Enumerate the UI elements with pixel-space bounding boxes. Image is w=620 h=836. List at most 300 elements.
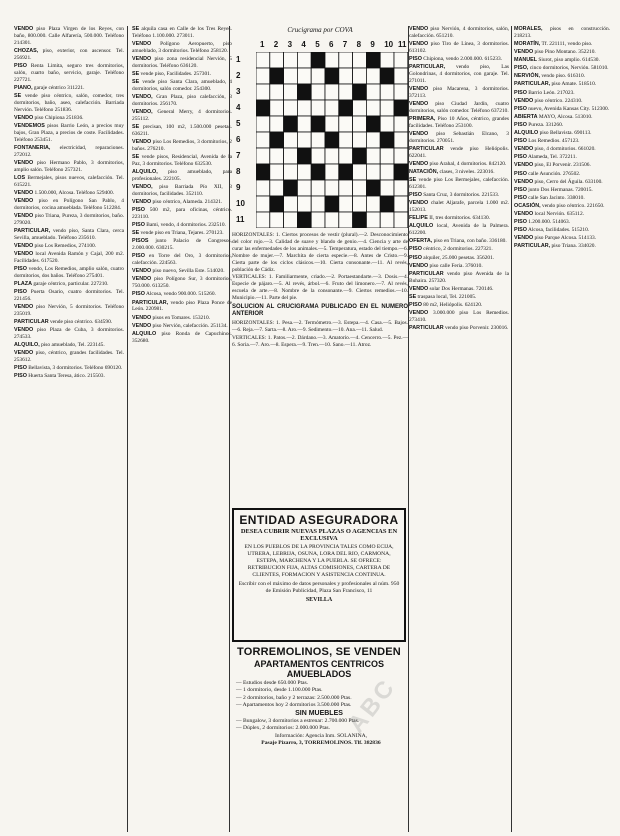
classified-ad-lead: VENDO — [14, 159, 34, 166]
classified-ad-text: electricidad, reparaciones. 272012. — [14, 144, 124, 158]
crossword-cell — [311, 180, 325, 196]
classified-ad — [14, 319, 124, 326]
classified-ad-lead: VENDO — [14, 114, 34, 121]
crossword-cell — [284, 52, 298, 68]
classified-ad — [14, 281, 124, 288]
classified-ad-lead: VENDO — [514, 235, 534, 242]
classified-ad — [14, 175, 124, 189]
classified-ad-lead: VENDO — [14, 327, 34, 334]
classified-ad-text: 500 m2, para oficinas, céntrico. 223110. — [132, 207, 232, 221]
classified-ad-text: Bami, vendo, 4 dormitorios. 232510. — [144, 222, 226, 229]
classified-ad-lead: VENDO — [132, 314, 152, 321]
classified-ad-lead: VENDO, — [132, 94, 153, 101]
classified-ad — [514, 130, 610, 137]
classified-ad — [132, 253, 232, 267]
classified-ad-lead: VENDO — [132, 139, 152, 146]
classified-ad-text: Barrio León. 217023. — [526, 89, 575, 96]
classified-ad-lead: LOS — [14, 174, 26, 181]
crossword-cell — [284, 148, 298, 164]
classified-ad-lead: VENDO — [514, 146, 534, 153]
classified-ad — [132, 276, 232, 290]
crossword-cell — [297, 100, 311, 116]
price-line: — 2 dormitorios, baño y 2 terrazas: 2.500.000 Ptas. — [236, 694, 352, 701]
classified-ad-text: piso, 4 dormitorios. 661020. — [533, 146, 596, 153]
crossword-cell — [339, 52, 353, 68]
crossword-column-number: 5 — [315, 40, 320, 49]
crossword-cell — [325, 148, 339, 164]
classified-ad — [14, 289, 124, 303]
classified-ad — [132, 71, 232, 78]
classified-ad — [409, 56, 509, 63]
crossword-cell — [380, 148, 394, 164]
crossword-cell — [394, 196, 408, 212]
classified-ad-text: piso Tiro de Línea, 3 dormitorios. 613102. — [409, 41, 509, 54]
classified-ad — [14, 123, 124, 144]
crossword-row-numbers — [236, 52, 256, 228]
ad-city: SEVILLA — [305, 597, 333, 603]
classified-ad-lead: PISO — [514, 194, 527, 201]
classified-ad — [14, 266, 124, 280]
ad-torre-title: TORREMOLINOS, SE VENDEN — [237, 646, 401, 658]
classified-ad-text: Alcosa, vendo 900.000. 515260. — [144, 291, 216, 298]
crossword-cell — [366, 100, 380, 116]
crossword-cell — [353, 180, 367, 196]
crossword-black-cell — [311, 164, 325, 180]
crossword-cell — [284, 164, 298, 180]
ad-torre-subtitle: APARTAMENTOS CENTRICOS AMUEBLADOS — [253, 659, 384, 679]
crossword-cell — [256, 196, 270, 212]
classified-ad — [409, 26, 509, 40]
crossword-cell — [284, 84, 298, 100]
classified-ad — [409, 286, 509, 293]
classified-ad-text: piso zona residencial Nervión, 5 dormitorios. Teléfono 636120. — [132, 56, 232, 69]
classified-ad-lead: VENDO — [409, 285, 429, 292]
classified-ad-text: piso, Cerro del Águila. 633100. — [533, 178, 603, 185]
classified-ad-text: solar Dos Hermanas. 720146. — [428, 285, 494, 292]
crossword-clues — [232, 232, 408, 350]
classified-ad-text: 3.000.000 piso Los Remedios. 273410. — [409, 310, 509, 323]
classified-ad-text: garaje céntrico, particular. 227210. — [31, 281, 109, 287]
crossword-cell — [325, 180, 339, 196]
price-line: — Bungalow, 3 dormitorios a estrenar: 2.700.000 Ptas. — [236, 718, 360, 725]
crossword-cell — [394, 180, 408, 196]
crossword-cell — [256, 212, 270, 228]
classified-ad — [514, 154, 610, 161]
classified-ad — [514, 243, 610, 250]
crossword-black-cell — [325, 196, 339, 212]
crossword-cell — [256, 180, 270, 196]
classified-ad-lead: ALQUILO — [132, 330, 157, 337]
classified-ad-lead: PISO — [514, 154, 527, 161]
crossword-cell — [284, 100, 298, 116]
classified-ad-lead: VENDO — [132, 41, 152, 47]
classified-ad — [409, 223, 509, 237]
classified-ad-lead: PISO — [14, 289, 27, 296]
classified-ad-text: garaje céntrico 311221. — [32, 84, 85, 91]
classified-ad-text: local Nervión. 635112. — [533, 210, 585, 217]
classified-ad-text: Los Remedios. 457123. — [526, 138, 580, 145]
classified-ad-text: Bermejales, pisos nuevos, calefacción. Tel. 615221. — [14, 174, 124, 188]
crossword-black-cell — [380, 132, 394, 148]
classified-ad-text: piso Los Remedios, 3 dormitorios, 2 baños. 276210. — [132, 139, 232, 152]
classified-ad-lead: PARTICULAR, — [14, 227, 51, 234]
classified-ad — [514, 235, 610, 242]
crossword-grid — [256, 52, 408, 228]
crossword-column-number: 8 — [356, 40, 362, 49]
classified-ad-text: Huerta Santa Teresa, ático. 215503. — [26, 373, 105, 380]
crossword-cell — [394, 116, 408, 132]
crossword-cell — [270, 148, 284, 164]
classified-ad-text: chalet Aljarafe, parcela 1.000 m2. 152013. — [409, 200, 509, 214]
classified-ad — [14, 198, 124, 212]
crossword-black-cell — [394, 164, 408, 180]
classified-ad-lead: ABIERTA — [514, 113, 538, 120]
crossword-cell — [311, 68, 325, 84]
classified-ad-lead: VENDO — [14, 189, 34, 196]
crossword-cell — [380, 116, 394, 132]
classified-ad — [514, 171, 610, 178]
classified-ad-lead: PISOS — [132, 238, 149, 245]
crossword-row-number: 10 — [236, 199, 245, 208]
crossword-cell — [394, 52, 408, 68]
classified-ad-text: precisan, 100 m2, 1.500.000 pesetas. 636211. — [132, 124, 232, 137]
classified-ad — [514, 26, 610, 40]
classified-ad-text: Santa Cruz, 3 dormitorios. 221533. — [421, 192, 500, 199]
classified-ad-lead: PARTICULAR — [409, 146, 444, 152]
classified-ad — [409, 294, 509, 301]
classified-ad-text: piso Nervión, 5 dormitorios. Teléfono 235019. — [14, 304, 124, 317]
classified-ad — [132, 300, 232, 314]
crossword-cell — [297, 116, 311, 132]
crossword-black-cell — [270, 68, 284, 84]
crossword-cell — [353, 196, 367, 212]
classified-ad-text: piso Ronda de Capuchinos. 352680. — [132, 330, 232, 344]
classified-ad-lead: SE — [132, 79, 140, 86]
classified-ad-lead: ALQUILO, — [132, 169, 158, 176]
price-line: — Estudios desde 650.000 Ptas. — [236, 680, 309, 686]
classified-ad-text: piso Arahal, 4 dormitorios. 842120. — [428, 161, 507, 167]
crossword-cell — [366, 148, 380, 164]
classified-ad-lead: PISO — [14, 266, 27, 272]
classified-ad-lead: PARTICULAR, — [409, 64, 446, 71]
crossword-black-cell — [284, 116, 298, 132]
crossword-row-number: 4 — [236, 103, 241, 112]
classified-ad-text: Pureza. 331260. — [526, 121, 564, 128]
crossword-black-cell — [366, 52, 380, 68]
classified-ad-lead: VENDO — [409, 200, 429, 207]
classified-ad-lead: VENDO — [409, 161, 429, 167]
classified-ad — [14, 243, 124, 250]
classified-ad — [409, 101, 509, 115]
classified-ad — [514, 146, 610, 153]
crossword-black-cell — [353, 148, 367, 164]
solution-title: SOLUCION AL CRUCIGRAMA PUBLICADO EN EL NUMERO ANTERIOR — [232, 304, 408, 317]
crossword-cell — [325, 164, 339, 180]
classified-ad — [14, 26, 124, 47]
ad-torre-info: Información: Agencia Inm. SOLANINA, — [274, 732, 368, 739]
classified-ad — [409, 116, 509, 130]
crossword-cell — [353, 100, 367, 116]
classified-ad-lead: SE — [409, 293, 417, 300]
classified-ad-lead: SE — [132, 154, 140, 161]
ad-contact: Escribir con el máximo de datos personales y profesionales al núm. 950 de Emisión Publicidad, Plaza San Francisco, 11 — [238, 581, 400, 594]
classifieds-column-2 — [132, 26, 232, 592]
classified-ad — [409, 41, 509, 55]
classified-ad — [514, 106, 610, 113]
classified-ad — [514, 73, 610, 80]
classified-ad-lead: VENDO — [14, 212, 34, 219]
classified-ad-lead: VENDO — [514, 162, 534, 169]
classified-ad-lead: MORATÍN, — [514, 41, 541, 47]
crossword-cell — [325, 212, 339, 228]
crossword-row-number: 5 — [236, 119, 241, 128]
classified-ad-text: piso amueblado, Tel. 223145. — [39, 342, 105, 349]
classified-ad — [514, 114, 610, 121]
classified-ad — [514, 227, 610, 234]
classified-ad-lead: VENDO — [514, 210, 534, 217]
classified-ad-text: piso en Polígono San Pablo, 4 dormitorios, cocina amueblada. Teléfono 512284. — [14, 197, 124, 211]
classified-ad-text: piso en Triana, con baño. 336180. — [432, 238, 507, 245]
crossword-column-number: 10 — [384, 40, 394, 49]
crossword — [232, 26, 408, 232]
classified-ad — [132, 94, 232, 108]
classified-ad-text: junto Palacio de Congresos, 2.000.000. 630215. — [132, 238, 232, 252]
classified-ad — [14, 85, 124, 92]
classified-ad — [132, 268, 232, 275]
crossword-black-cell — [297, 148, 311, 164]
column-divider — [229, 26, 230, 832]
crossword-cell — [366, 84, 380, 100]
classified-ad — [14, 342, 124, 349]
classified-ad-text: vendo piso céntrico. 221650. — [540, 202, 605, 209]
crossword-column-number: 4 — [301, 40, 306, 49]
classified-ad-lead: SE — [132, 26, 140, 32]
classified-ad — [514, 98, 610, 105]
classified-ad-lead: VENDO, — [132, 184, 153, 191]
crossword-cell — [284, 212, 298, 228]
classified-ad-text: MAYO, Alcosa. 513010. — [537, 113, 593, 120]
classified-ad — [14, 327, 124, 341]
classified-ad-text: vendo piso, Las Golondrinas, 4 dormitorios, con garaje. Tel. 271011. — [409, 64, 509, 84]
classified-ad-text: vendo piso. 616310. — [539, 73, 586, 80]
classified-ad-text: Polígono Aeropuerto, piso amueblado, 3 dormitorios. Teléfono 258120. — [132, 41, 232, 54]
classified-ad — [132, 56, 232, 70]
classified-ad — [409, 246, 509, 253]
classified-ad-text: piso Amate. 518510. — [550, 81, 597, 88]
classified-ad-text: calle San Jacinto. 338010. — [526, 194, 585, 201]
classified-ad-lead: NATACIÓN, — [409, 169, 439, 176]
classified-ad-lead: PISO — [409, 56, 422, 62]
classified-ad-lead: FONTANERIA, — [14, 144, 51, 151]
classified-ad-text: pisos en Tomares. 153210. — [151, 314, 210, 321]
classified-ad-text: Alameda, Tel. 372211. — [526, 154, 577, 161]
classified-ad-lead: VENDO — [132, 276, 152, 283]
classified-ad-text: vendo piso Porvenir. 230016. — [443, 325, 509, 332]
crossword-cell — [270, 100, 284, 116]
crossword-cell — [353, 52, 367, 68]
classified-ad-lead: VENDO — [14, 251, 34, 257]
clues-vertical: VERTICALES: 1. Familiarmente, criado.—2. Portaestandarte.—3. Dosis.—4. Especie de pájaro.—5. Al revés, árbol.—6. Fruto del limonero.—7. Al revés, escuela de arte.—8. Nombre de la consonante.—9. Ciertos remedios.—10. Municipio.—11. Parte del pie. — [232, 274, 408, 302]
crossword-black-cell — [311, 52, 325, 68]
classified-ad-text: en Torre del Oro, 3 dormitorios, calefacción. 224563. — [132, 253, 232, 267]
classified-ad-lead: VENDO — [132, 199, 152, 206]
classified-ad-lead: VENDO — [14, 304, 34, 311]
classified-ad-lead: VENDO, — [132, 109, 153, 116]
crossword-cell — [366, 164, 380, 180]
price-line: — Apartamentos hoy 2 dormitorios 3.500.000 Ptas. — [236, 701, 352, 708]
classified-ad-lead: PISO — [514, 219, 527, 226]
classified-ad-text: piso Plaza Virgen de los Reyes, con baño, 800.000. Calle Alfarería, 500.000. Teléfono 214301. — [14, 26, 124, 46]
classified-ad-lead: SE — [132, 71, 140, 77]
classified-ad-text: Chipiona, vendo 2.000.000. 615233. — [421, 56, 502, 62]
classified-ad — [132, 124, 232, 138]
classified-ad-lead: PISO — [132, 291, 145, 298]
crossword-cell — [380, 52, 394, 68]
classified-ad-lead: SE — [409, 177, 417, 184]
classified-ad-lead: NERVIÓN, — [514, 73, 540, 80]
classified-ad — [14, 251, 124, 265]
classified-ad — [514, 211, 610, 218]
classified-ad — [132, 238, 232, 252]
classified-ad-text: piso Macarena, 3 dormitorios. 372113. — [409, 86, 509, 99]
crossword-cell — [270, 116, 284, 132]
classified-ad — [514, 138, 610, 145]
classified-ad-lead: PISO, — [514, 65, 529, 72]
classified-ad-lead: PISO — [14, 373, 27, 380]
classified-ad-text: piso Nervión, 4 dormitorios, salón, calefacción. 651210. — [409, 26, 509, 39]
crossword-black-cell — [339, 164, 353, 180]
clues-horizontal: HORIZONTALES: 1. Ciertos procesos de vestir (plural).—2. Desconocimiento del color rojo.—3. Calidad de suave y blando de genio.—4. Ciencia y arte de curar las enfermedades de los animales.—5. Temperatura, estado del tiempo.—6. Nombre de mujer.—7. Marchita de cierta especie.—8. Antes de Cristo.—9. Cierta parte de los ciclos clásicos.—10. Cierta consonante.—11. Al revés, población de Cádiz. — [232, 232, 408, 273]
crossword-cell — [380, 180, 394, 196]
classified-ad-lead: PIANO, — [14, 84, 33, 91]
classified-ad-lead: MANUEL — [514, 57, 538, 64]
crossword-cell — [297, 164, 311, 180]
crossword-cell — [394, 212, 408, 228]
classified-ad — [14, 160, 124, 174]
crossword-column-number: 6 — [329, 40, 334, 49]
ad-torre-unfurnished: SIN MUEBLES — [295, 710, 343, 718]
classified-ad-text: calle Asunción. 276502. — [526, 170, 581, 177]
classified-ad-text: Piso 10 Años, céntrico, grandes facilidades. Teléfono 253100. — [409, 116, 509, 129]
classified-ad-text: 1.500.000, Alcosa. Teléfono 529400. — [33, 189, 114, 196]
crossword-cell — [394, 68, 408, 84]
classified-ad-text: piso nuevo, Sevilla Este. 514020. — [151, 268, 225, 275]
classified-ad-text: céntrico, 2 dormitorios. 227321. — [421, 246, 493, 253]
classified-ad-lead: PISO — [409, 192, 422, 199]
classified-ad — [514, 195, 610, 202]
classified-ad-lead: ALQUILO, — [14, 342, 40, 349]
classified-ad-lead: PARTICULAR — [409, 270, 444, 277]
classified-ad-text: General Merry, 4 dormitorios. 255112. — [132, 109, 232, 122]
classified-ad-text: piso Chipiona 251836. — [33, 114, 84, 121]
classified-ad — [132, 139, 232, 153]
classified-ad-text: vende piso Los Bermejales, calefacción. 612301. — [409, 177, 509, 191]
classified-ad-lead: VENDO — [132, 268, 152, 275]
ad-title: ENTIDAD ASEGURADORA — [239, 513, 399, 527]
classified-ad-lead: PISO — [514, 170, 527, 177]
classified-ad-text: piso Triana. 334020. — [550, 243, 596, 250]
classified-ad — [132, 184, 232, 198]
crossword-row-number: 3 — [236, 87, 241, 96]
ad-torre-prices-unfurnished — [232, 718, 406, 733]
crossword-cell — [394, 148, 408, 164]
crossword-row-number: 1 — [236, 55, 241, 64]
crossword-cell — [394, 84, 408, 100]
classified-ad — [14, 93, 124, 114]
crossword-cell — [325, 84, 339, 100]
classified-ad-lead: PISO — [132, 222, 145, 229]
classified-ad — [14, 190, 124, 197]
crossword-column-numbers — [260, 40, 408, 52]
crossword-black-cell — [325, 68, 339, 84]
crossword-black-cell — [366, 116, 380, 132]
crossword-cell — [339, 196, 353, 212]
classified-ad-text: piso Polígono Sur, 3 dormitorios, 750.000. 613250. — [132, 276, 232, 290]
classified-ad-lead: VENDO — [409, 262, 429, 269]
classified-ad-text: piso, El Porvenir. 231506. — [533, 162, 591, 169]
crossword-cell — [256, 148, 270, 164]
crossword-cell — [380, 84, 394, 100]
crossword-cell — [339, 116, 353, 132]
ad-torre-address: Pasaje Pizarro, 3, TORREMOLINOS. Tlf. 382836 — [261, 740, 381, 747]
classified-ad — [514, 81, 610, 88]
classified-ad — [132, 230, 232, 237]
crossword-row-number: 9 — [236, 183, 241, 192]
classified-ad — [132, 291, 232, 298]
classified-ad — [409, 64, 509, 85]
crossword-black-cell — [297, 84, 311, 100]
classifieds-column-4 — [409, 26, 509, 832]
classified-ad — [14, 213, 124, 227]
crossword-row-number: 11 — [236, 215, 245, 224]
classified-ad-lead: PISO — [514, 121, 527, 128]
crossword-column-number: 2 — [273, 40, 279, 49]
classified-ad — [409, 238, 509, 245]
price-line: — Dúplex, 2 dormitorios: 2.000.000 Ptas. — [236, 725, 331, 732]
classified-ad-lead: PISO — [514, 138, 527, 145]
crossword-cell — [311, 100, 325, 116]
classified-ad — [409, 86, 509, 100]
classified-ad — [132, 199, 232, 206]
classified-ad — [132, 315, 232, 322]
crossword-cell — [270, 212, 284, 228]
classified-ad-lead: PISO — [514, 227, 527, 234]
classified-ad-text: alquiler, 25.000 pesetas. 356201. — [421, 254, 495, 261]
classified-ad — [409, 255, 509, 262]
classified-ad-text: local, Avenida de la Palmera. 612200. — [409, 223, 509, 237]
classified-ad-text: piso Sebastián Elcano, 3 dormitorios. 270051. — [409, 131, 509, 144]
classified-ad-text: Bellavista, 3 dormitorios. Teléfono 690120. — [26, 365, 123, 372]
classified-ad-text: vende pisos, Residencial, Avenida de la Paz, 3 dormitorios. Teléfono 632530. — [132, 154, 232, 167]
classified-ad-text: vende piso Heliópolis. 622041. — [409, 146, 509, 159]
classified-ad-text: piso Pino Montano. 352210. — [533, 49, 596, 56]
classified-ad-text: piso Ciudad Jardín, cuatro dormitorios, salón comedor. Teléfono 637210. — [409, 101, 509, 114]
classified-ad — [132, 26, 232, 40]
crossword-cell — [380, 164, 394, 180]
classified-ad — [14, 350, 124, 364]
ad-subtitle: DESEA CUBRIR NUEVAS PLAZAS O AGENCIAS EN EXCLUSIVA — [240, 528, 398, 542]
crossword-cell — [366, 196, 380, 212]
classified-ad-lead: PISO — [514, 105, 527, 112]
classified-ad-text: local Avenida Ramón y Cajal, 200 m2. Facilidades. 617520. — [14, 251, 124, 264]
crossword-cell — [353, 116, 367, 132]
crossword-black-cell — [270, 196, 284, 212]
crossword-cell — [270, 84, 284, 100]
solution-vertical: VERTICALES: 1. Patos.—2. Dárdano.—3. Amatorio.—4. Cencerro.—5. Pez.—6. Soria.—7. Aro.—8. Espera.—9. Tren.—10. Sano.—11. Atroz. — [232, 334, 408, 348]
classified-ad-lead: PARTICULAR, — [514, 243, 551, 250]
crossword-column-number: 11 — [398, 40, 407, 49]
classified-ad — [514, 90, 610, 97]
